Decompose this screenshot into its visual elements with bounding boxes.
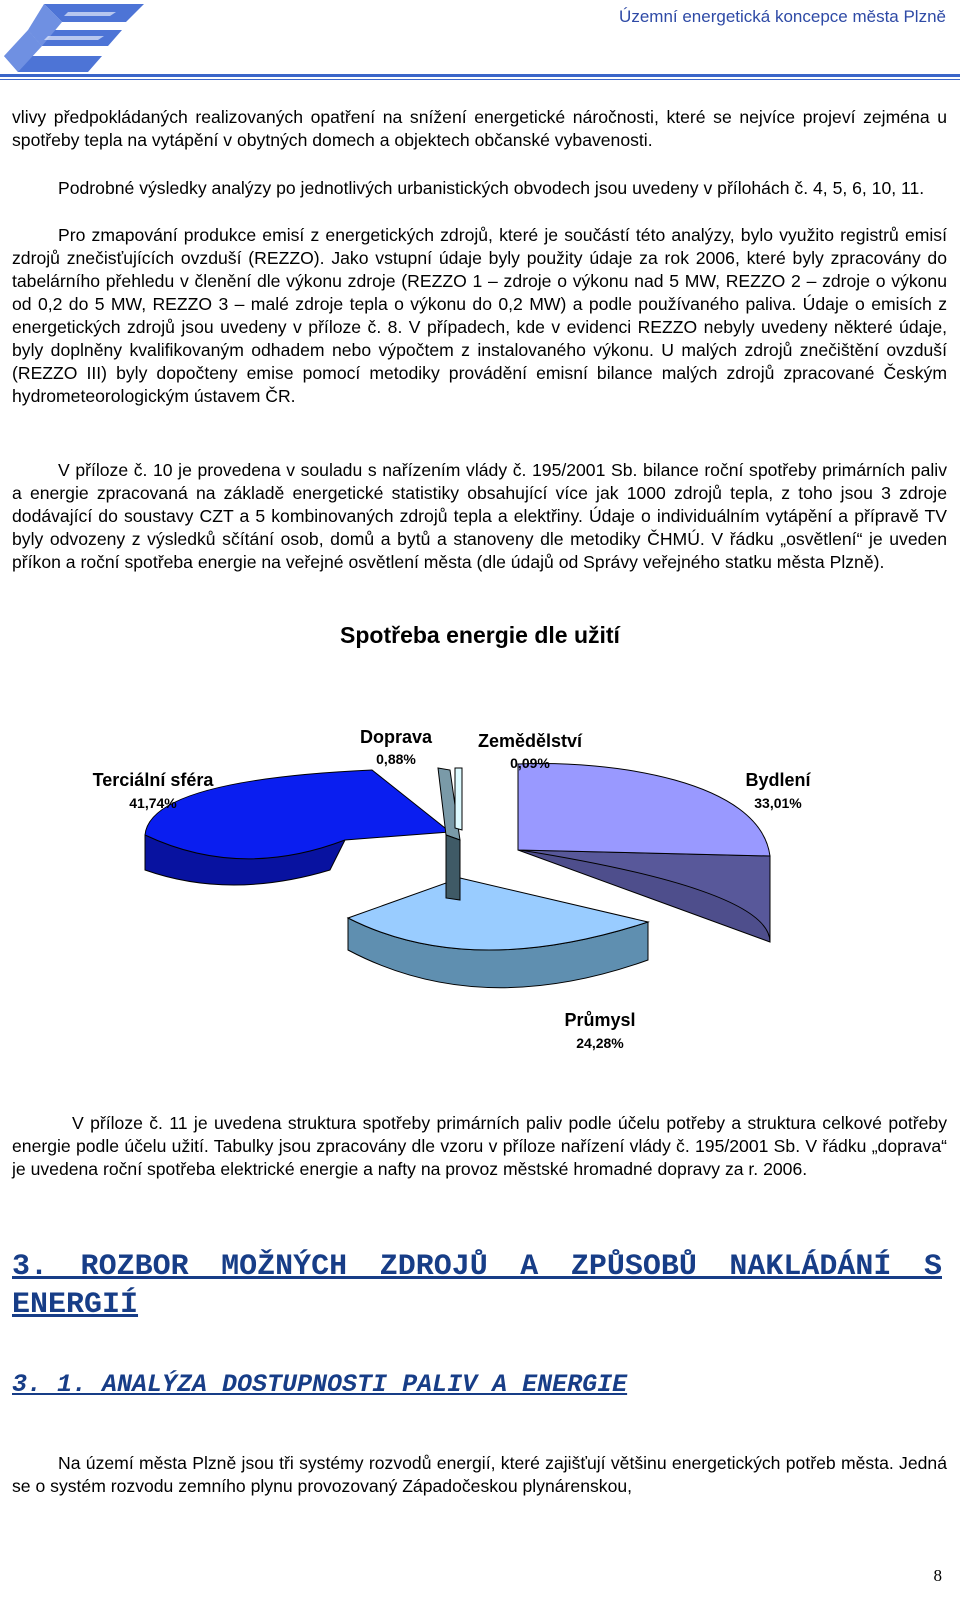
- document-title: Územní energetická koncepce města Plzně: [619, 7, 946, 26]
- paragraph-text: V příloze č. 11 je uvedena struktura spotřeby primárních paliv podle účelu potřeby a struktura celkové potřeby energie podle účelu užití. Tabulky jsou zpracovány dle vzoru v příloze nařízení vlády č. 195/2001 Sb. V řádku „doprava“ je uvedena roční spotřeba elektrické energie a nafty na provoz městské hromadné dopravy za r. 2006.: [12, 1113, 947, 1179]
- slice-label-bydleni: Bydlení: [745, 770, 811, 790]
- slice-value-doprava: 0,88%: [376, 751, 416, 767]
- pie-slice-zemedelstvi: [455, 768, 462, 830]
- slice-label-prumysl: Průmysl: [564, 1010, 636, 1030]
- header-divider-thin: [0, 79, 960, 80]
- paragraph: [12, 1452, 947, 1498]
- paragraph: [12, 106, 947, 152]
- page-header: [0, 0, 960, 88]
- pie-chart: [0, 660, 960, 1080]
- paragraph: [12, 224, 947, 408]
- pie-slice-doprava-side: [446, 835, 460, 900]
- slice-label-zemedelstvi: Zemědělství: [477, 731, 583, 751]
- paragraph-text: Pro zmapování produkce emisí z energetických zdrojů, které je součástí této analýzy, bylo využito registrů emisí zdrojů znečisťujících ovzduší (REZZO). Jako vstupní údaje byly použity údaje za rok 2006, které byly zpracovány do tabelárního přehledu v členění dle výkonu zdroje (REZZO 1 – zdroje o výkonu nad 5 MW, REZZO 2 – zdroje o výkonu od 0,2 do 5 MW, REZZO 3 – malé zdroje tepla o výkonu do 0,2 MW) a podle používaného paliva. Údaje o emisích z energetických zdrojů jsou uvedeny v příloze č. 8. V případech, kde v evidenci REZZO nebyly uvedeny některé údaje, byly doplněny kvalifikovaným odhadem nebo výpočtem z instalovaného výkonu. U malých zdrojů znečištění ovzduší (REZZO III) byly dopočteny emise pomocí metodiky provádění emisní bilance malých zdrojů zpracované Českým hydrometeorologickým ústavem ČR.: [12, 225, 947, 406]
- paragraph: [12, 177, 947, 200]
- chart-title: Spotřeba energie dle užití: [340, 622, 620, 648]
- slice-value-bydleni: 33,01%: [754, 795, 802, 811]
- slice-label-terciani: Terciální sféra: [92, 770, 214, 790]
- subsection-heading: 3. 1. ANALÝZA DOSTUPNOSTI PALIV A ENERGIE: [12, 1370, 628, 1399]
- section-heading: 3. ROZBOR MOŽNÝCH ZDROJŮ A ZPŮSOBŮ NAKLÁDÁNÍ S ENERGIÍ: [12, 1250, 942, 1322]
- paragraph: [12, 1112, 947, 1181]
- slice-value-zemedelstvi: 0,09%: [510, 755, 550, 771]
- company-logo-icon: [4, 4, 144, 74]
- paragraph-text: Podrobné výsledky analýzy po jednotlivých urbanistických obvodech jsou uvedeny v přílohách č. 4, 5, 6, 10, 11.: [58, 178, 925, 198]
- header-divider: [0, 74, 960, 77]
- pie-slice-bydleni: [518, 764, 770, 856]
- slice-value-terciani: 41,74%: [129, 795, 177, 811]
- page-number: 8: [933, 1566, 942, 1585]
- paragraph-text: Na území města Plzně jsou tři systémy rozvodů energií, které zajišťují většinu energetických potřeb města. Jedná se o systém rozvodu zemního plynu provozovaný Západočeskou plynárenskou,: [12, 1453, 947, 1496]
- slice-label-doprava: Doprava: [359, 727, 433, 747]
- paragraph-text: V příloze č. 10 je provedena v souladu s nařízením vlády č. 195/2001 Sb. bilance roční spotřeby primárních paliv a energie zpracovaná na základě energetické statistiky obsahující více jak 1000 zdrojů tepla, z toho jsou 3 zdroje dodávající do soustavy CZT a 5 kombinovaných zdrojů tepla a elektřiny. Údaje o individuálním vytápění a přípravě TV byly odvozeny z výsledků sčítání osob, domů a bytů a stanoveny dle metodiky ČHMÚ. V řádku „osvětlení“ je uveden příkon a roční spotřeba energie na veřejné osvětlení města (dle údajů od Správy veřejného statku města Plzně).: [12, 460, 947, 572]
- paragraph: [12, 459, 947, 574]
- paragraph-text: vlivy předpokládaných realizovaných opatření na snížení energetické náročnosti, které se nejvíce projeví zejména u spotřeby tepla na vytápění v obytných domech a objektech občanské vybavenosti.: [12, 107, 947, 150]
- slice-value-prumysl: 24,28%: [576, 1035, 624, 1051]
